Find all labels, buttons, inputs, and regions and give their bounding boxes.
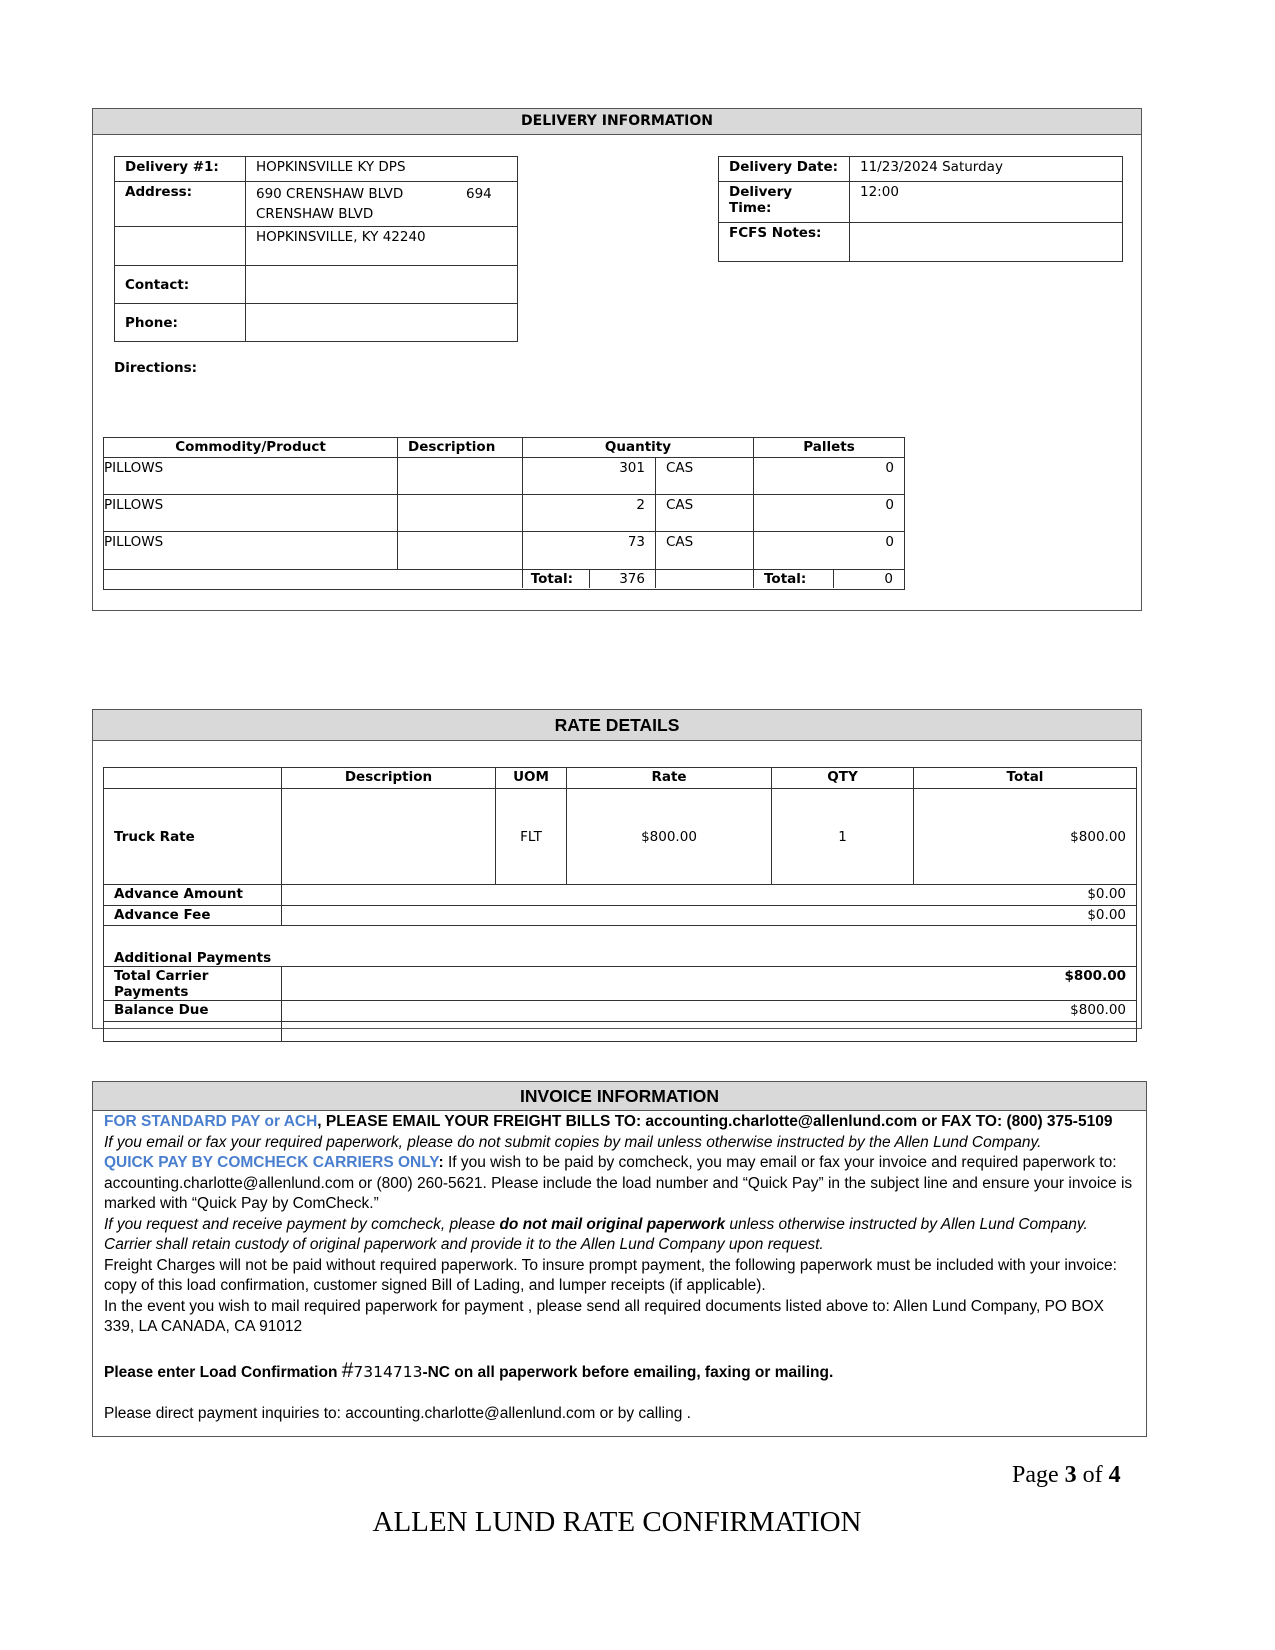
commodity-description [398,458,523,495]
truck-rate-total: $800.00 [914,789,1137,885]
commodity-pallets: 0 [754,532,905,570]
total-carrier-payments-row [104,967,1137,1001]
commodity-header-quantity: Quantity [523,438,754,458]
page-of: of [1076,1462,1109,1488]
total-carrier-payments-value: $800.00 [282,967,1137,1001]
contact-value [246,266,518,304]
total-qty-label: Total: [522,570,590,588]
address-line-1-extra: 694 [466,186,492,202]
rate-header-blank [104,768,282,789]
address-line-2: CRENSHAW BLVD [256,206,374,222]
advance-amount-value: $0.00 [282,885,1137,906]
phone-value [246,304,518,342]
additional-payments-label: Additional Payments [104,926,1137,967]
fcfs-notes-label: FCFS Notes: [719,223,850,262]
balance-due-row [104,1001,1137,1022]
commodity-unit: CAS [656,458,754,495]
commodity-unit: CAS [656,495,754,532]
comcheck-text-b: unless otherwise instructed by Allen Lund Company. Carrier shall retain custody of original paperwork and provide it to the Allen Lund Company upon request. [104,1215,1088,1253]
truck-rate-rate: $800.00 [567,789,772,885]
quick-pay-text: If you wish to be paid by comcheck, you may email or fax your invoice and required paperwork to: accounting.charlotte@allenlund.com or (800) 260-5621. Please include the load number and “Quick Pay” in the subject line and ensure your invoice is marked with “Quick Pay by ComCheck.” [104,1154,1133,1212]
fcfs-notes-value [850,223,1123,262]
delivery-date-label: Delivery Date: [719,157,850,182]
comcheck-text-a: If you request and receive payment by comcheck, please [104,1215,500,1233]
invoice-section-title: INVOICE INFORMATION [93,1082,1146,1111]
rate-header-description: Description [282,768,496,789]
commodity-description [398,532,523,570]
load-confirmation-number: 7314713 [353,1362,423,1381]
phone-label: Phone: [115,304,246,342]
comcheck-text-bold: do not mail original paperwork [499,1215,726,1233]
email-fax-notice: If you email or fax your required paperwork, please do not submit copies by mail unless otherwise instructed by the Allen Lund Company. [104,1133,1042,1151]
balance-due-value: $800.00 [282,1001,1137,1022]
quick-pay-colon: : [438,1154,444,1171]
commodity-pallets: 0 [754,458,905,495]
advance-fee-row [104,906,1137,926]
address-line-3: HOPKINSVILLE, KY 42240 [246,227,518,266]
directions-label: Directions: [114,360,198,376]
delivery-date: 11/23/2024 Saturday [850,157,1123,182]
commodity-unit: CAS [656,532,754,570]
address-label: Address: [115,182,246,227]
rate-header-uom: UOM [496,768,567,789]
commodity-qty: 301 [523,458,656,495]
document-title: ALLEN LUND RATE CONFIRMATION [372,1506,862,1538]
truck-rate-description [282,789,496,885]
advance-fee-label: Advance Fee [104,906,282,926]
advance-amount-label: Advance Amount [104,885,282,906]
rate-header-rate: Rate [567,768,772,789]
commodity-qty: 73 [523,532,656,570]
rate-header-qty: QTY [772,768,914,789]
balance-due-label: Balance Due [104,1001,282,1022]
freight-charges-paragraph: Freight Charges will not be paid without required paperwork. To insure prompt payment, the following paperwork must be included with your invoice: copy of this load confirmation, customer signed Bill of Lading, and lumper receipts (if applicable). [104,1256,1117,1294]
commodity-description [398,495,523,532]
advance-amount-row [104,885,1137,906]
standard-pay-text: , PLEASE EMAIL YOUR FREIGHT BILLS TO: accounting.charlotte@allenlund.com or FAX TO: (800) 375-5109 [317,1113,1113,1130]
address-line-1: 690 CRENSHAW BLVD [256,186,404,202]
total-carrier-payments-label: Total Carrier Payments [104,967,282,1001]
delivery-section-title: DELIVERY INFORMATION [93,109,1141,135]
additional-payments-row [104,926,1137,967]
commodity-qty: 2 [523,495,656,532]
load-confirmation-text-a: Please enter Load Confirmation [104,1363,342,1381]
quick-pay-paragraph [104,1153,1134,1215]
delivery-address-table [114,156,518,342]
truck-rate-row [104,789,1137,885]
truck-rate-label: Truck Rate [104,789,282,885]
commodity-row [104,495,905,532]
commodity-row [104,532,905,570]
delivery-time: 12:00 [850,182,1123,223]
rate-section-title: RATE DETAILS [93,710,1141,741]
load-confirmation-hash: # [341,1358,354,1382]
page-prefix: Page [1012,1462,1065,1488]
commodity-header-description: Description [398,438,523,458]
commodity-pallets: 0 [754,495,905,532]
advance-fee-value: $0.00 [282,906,1137,926]
standard-pay-paragraph [104,1112,1134,1133]
address-line-1-cell [246,182,518,227]
rate-table [103,767,1137,1042]
standard-pay-heading: FOR STANDARD PAY or ACH [104,1113,318,1130]
load-confirmation-text-b: -NC on all paperwork before emailing, faxing or mailing. [422,1363,834,1381]
mail-paperwork-paragraph: In the event you wish to mail required paperwork for payment , please send all required documents listed above to: Allen Lund Company, PO BOX 339, LA CANADA, CA 91012 [104,1297,1105,1335]
total-pallets-label: Total: [753,570,834,588]
rate-blank-row [104,1022,1137,1042]
rate-blank-cell [104,1022,282,1042]
rate-header-total: Total [914,768,1137,789]
quick-pay-heading: QUICK PAY BY COMCHECK CARRIERS ONLY [104,1154,439,1171]
delivery-time-label: Delivery Time: [719,182,850,223]
comcheck-paperwork-paragraph [104,1215,1134,1256]
page-number [1012,1462,1121,1489]
commodity-table [103,437,905,570]
commodity-totals-row [103,569,905,590]
address-blank-label [115,227,246,266]
truck-rate-qty: 1 [772,789,914,885]
invoice-information-section [92,1081,1147,1437]
invoice-body [104,1112,1134,1425]
load-confirmation-paragraph [104,1358,1134,1384]
commodity-product: PILLOWS [104,532,398,570]
commodity-product: PILLOWS [104,458,398,495]
truck-rate-uom: FLT [496,789,567,885]
delivery-schedule-table [718,156,1123,262]
payment-inquiries-paragraph: Please direct payment inquiries to: accounting.charlotte@allenlund.com or by calling . [104,1405,691,1422]
commodity-header-pallets: Pallets [754,438,905,458]
commodity-product: PILLOWS [104,495,398,532]
total-qty: 376 [590,570,656,588]
rate-blank-cell [282,1022,1137,1042]
contact-label: Contact: [115,266,246,304]
page-total: 4 [1108,1462,1121,1488]
delivery-name: HOPKINSVILLE KY DPS [246,157,518,182]
page-current: 3 [1064,1462,1077,1488]
commodity-row [104,458,905,495]
delivery-number-label: Delivery #1: [115,157,246,182]
total-pallets: 0 [884,571,893,587]
commodity-header-product: Commodity/Product [104,438,398,458]
